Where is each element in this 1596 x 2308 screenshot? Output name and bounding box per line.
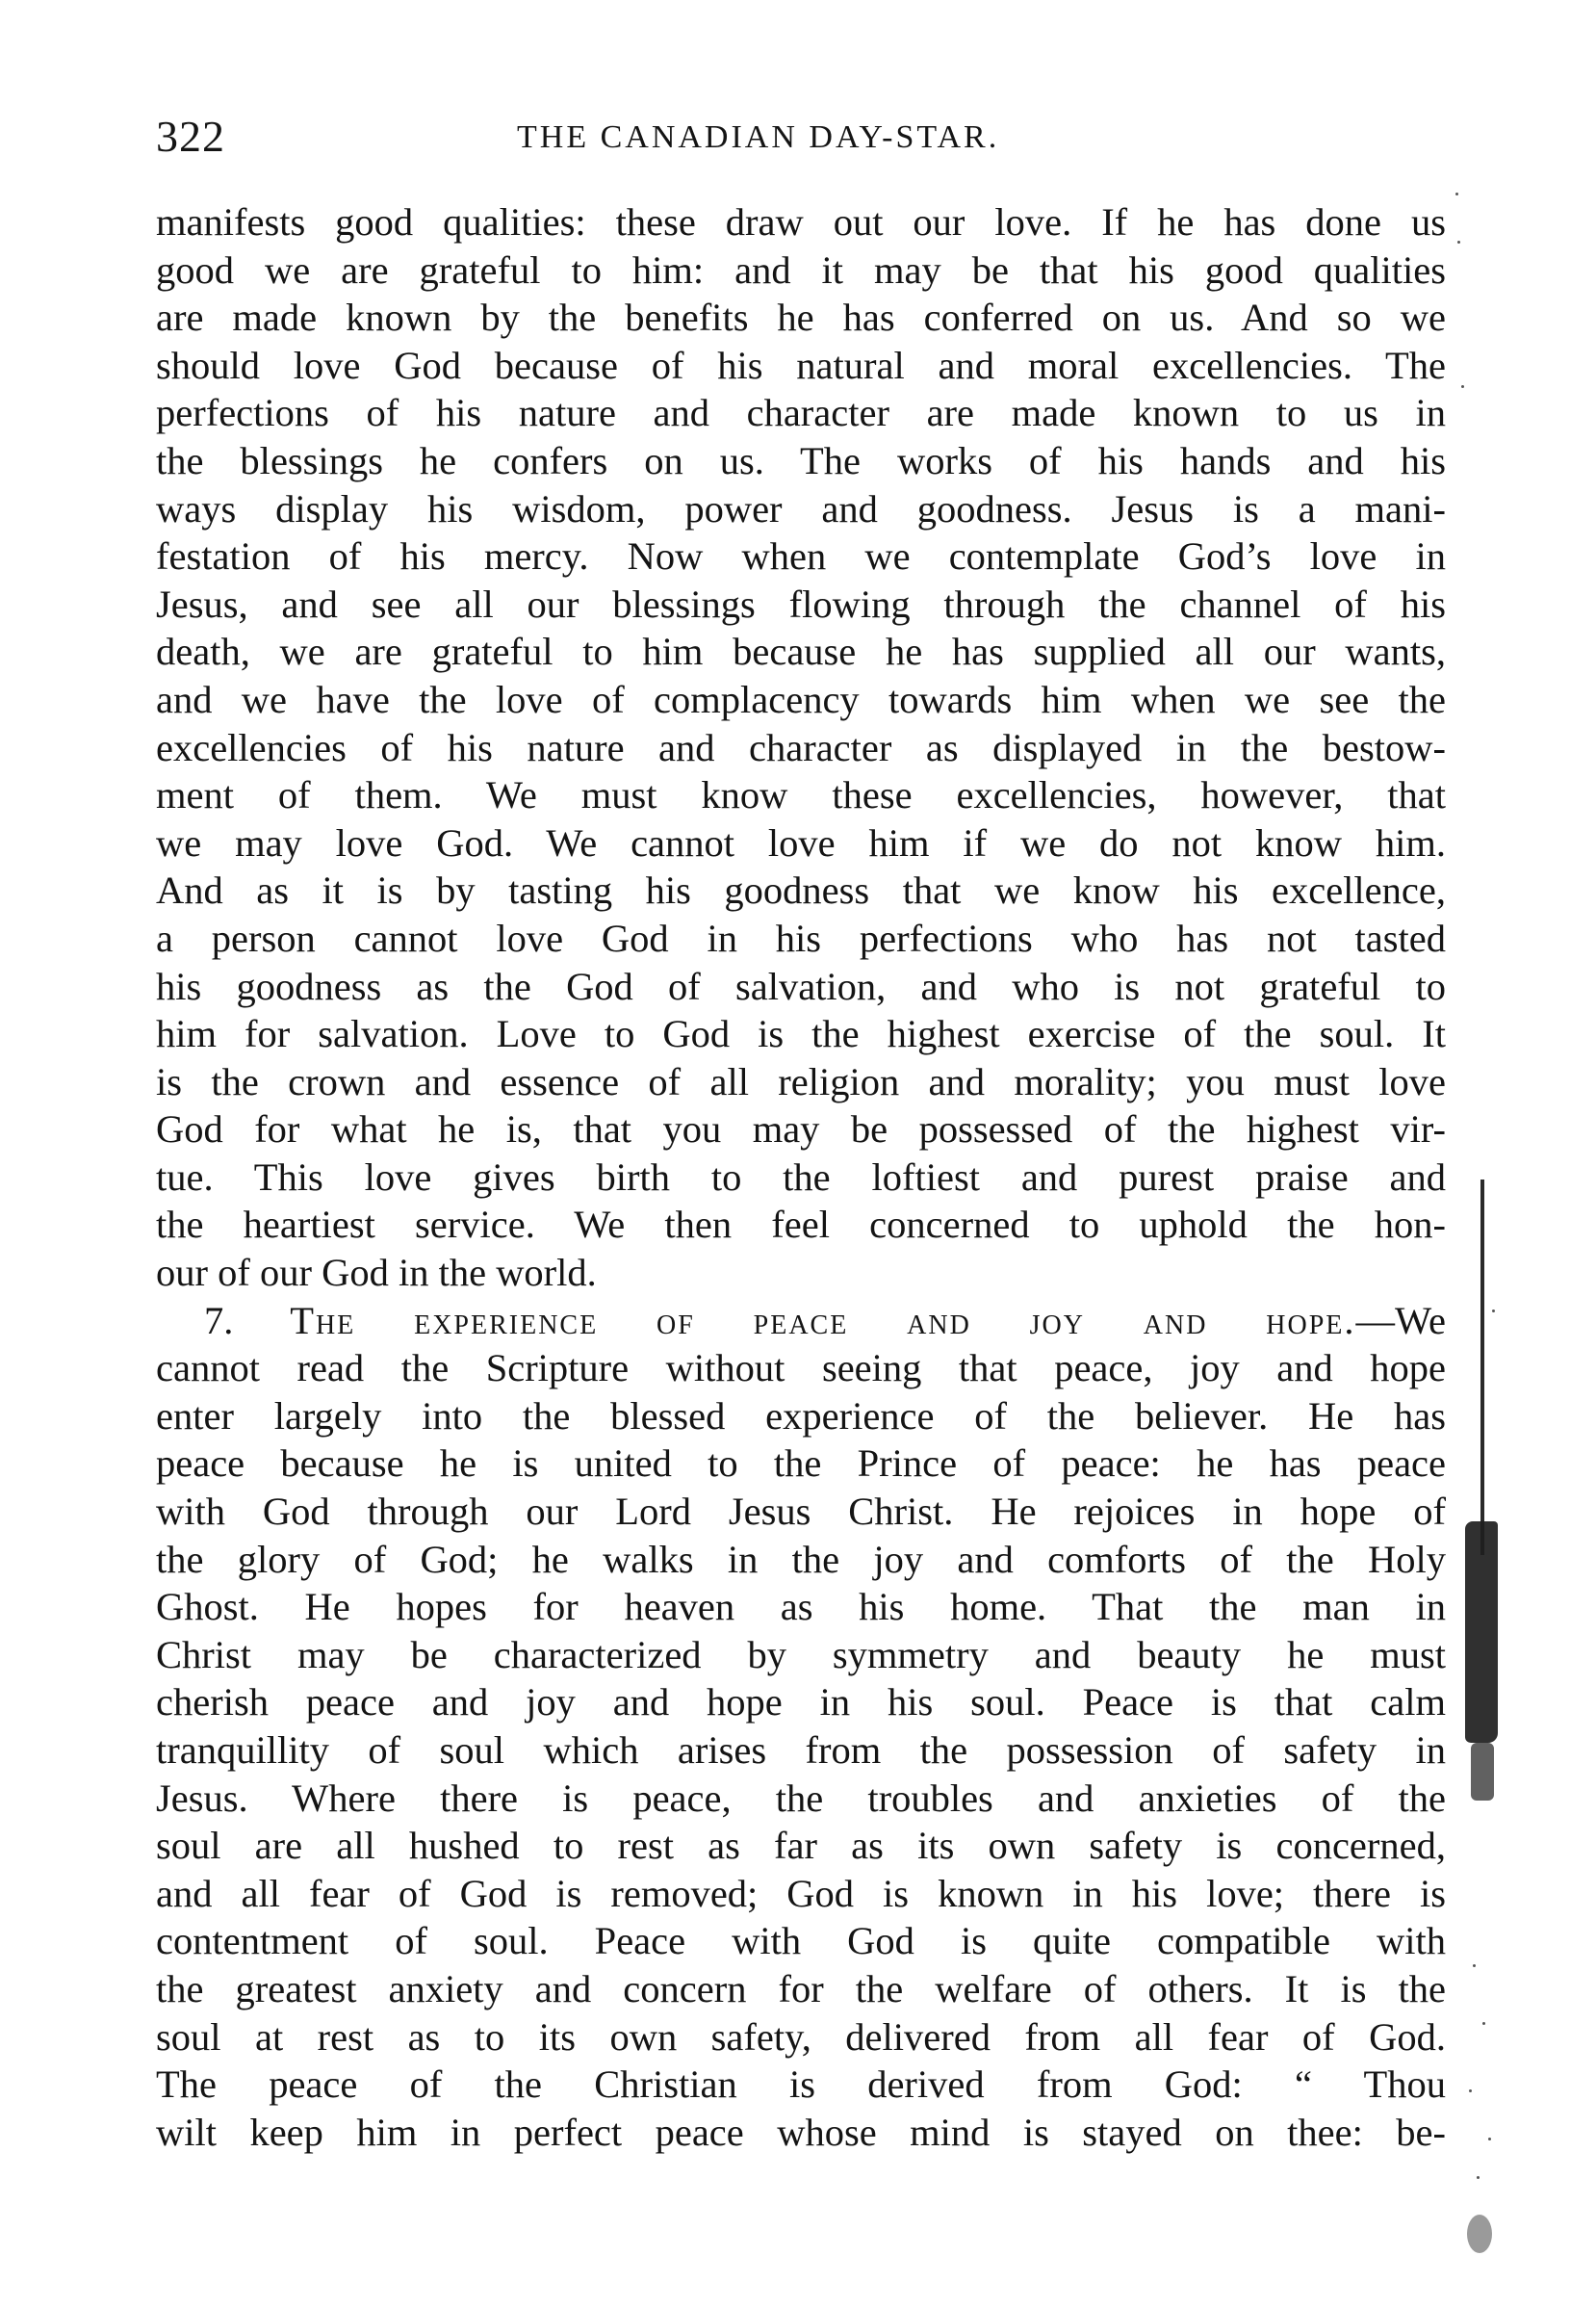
text-line: the heartiest service. We then feel concerned to uphold the hon- — [156, 1203, 1446, 1247]
text-line: festation of his mercy. Now when we contemplate God’s love in — [156, 534, 1446, 579]
text-line: death, we are grateful to him because he has supplied all our wants, — [156, 630, 1446, 674]
ink-blot — [1465, 1521, 1498, 1743]
text-line: we may love God. We cannot love him if we do not know him. — [156, 820, 1446, 865]
text-line: the glory of God; he walks in the joy and comforts of the Holy — [156, 1537, 1446, 1581]
text-line: contentment of soul. Peace with God is quite compatible with — [156, 1919, 1446, 1963]
text-line: ment of them. We must know these excellencies, however, that — [156, 773, 1446, 817]
page-number: 322 — [156, 112, 225, 161]
text-line: peace because he is united to the Prince of peace: he has peace — [156, 1441, 1446, 1486]
ink-blot — [1467, 2215, 1492, 2253]
scan-speck — [1455, 193, 1458, 195]
scan-speck — [1488, 2138, 1491, 2140]
running-title: THE CANADIAN DAY-STAR. — [517, 119, 1000, 155]
text-line: with God through our Lord Jesus Christ. He rejoices in hope of — [156, 1490, 1446, 1534]
text-line: the greatest anxiety and concern for the welfare of others. It is the — [156, 1966, 1446, 2010]
text-line: And as it is by tasting his goodness that we know his excellence, — [156, 869, 1446, 913]
text-line: soul are all hushed to rest as far as its own safety is concerned, — [156, 1824, 1446, 1868]
text-line: tue. This love gives birth to the loftiest and purest praise and — [156, 1154, 1446, 1199]
text-line: cherish peace and joy and hope in his soul. Peace is that calm — [156, 1680, 1446, 1725]
text-line: manifests good qualities: these draw out our love. If he has done us — [156, 200, 1446, 244]
text-line: him for salvation. Love to God is the highest exercise of the soul. It — [156, 1012, 1446, 1056]
scan-speck — [1461, 385, 1464, 388]
text-line: Ghost. He hopes for heaven as his home. That the man in — [156, 1585, 1446, 1629]
text-line: are made known by the benefits he has conferred on us. And so we — [156, 296, 1446, 340]
text-line: his goodness as the God of salvation, and who is not grateful to — [156, 964, 1446, 1008]
text-line: ways display his wisdom, power and goodness. Jesus is a mani- — [156, 486, 1446, 531]
section-heading-continuation: —We — [1355, 1298, 1446, 1342]
text-line: enter largely into the blessed experience of the believer. He has — [156, 1393, 1446, 1438]
scan-speck — [1457, 241, 1460, 244]
text-line: the blessings he confers on us. The works of his hands and his — [156, 438, 1446, 482]
text-line: Christ may be characterized by symmetry and beauty he must — [156, 1632, 1446, 1676]
text-line: good we are grateful to him: and it may be that his good qualities — [156, 247, 1446, 292]
scan-speck — [1492, 1310, 1495, 1312]
scan-speck — [1477, 2176, 1480, 2179]
text-line: is the crown and essence of all religion and morality; you must love — [156, 1059, 1446, 1103]
text-line: cannot read the Scripture without seeing that peace, joy and hope — [156, 1346, 1446, 1390]
text-line: tranquillity of soul which arises from the possession of safety in — [156, 1728, 1446, 1772]
text-line: our of our God in the world. — [156, 1251, 597, 1295]
text-line: a person cannot love God in his perfections who has not tasted — [156, 916, 1446, 960]
text-line: perfections of his nature and character are made known to us in — [156, 391, 1446, 435]
body-text — [156, 198, 1446, 2156]
text-line: wilt keep him in perfect peace whose mind is stayed on thee: be- — [156, 2110, 1446, 2154]
text-line: Jesus, and see all our blessings flowing through the channel of his — [156, 582, 1446, 626]
scan-speck — [1469, 2089, 1472, 2092]
scan-speck — [1482, 2022, 1485, 2025]
text-line: The peace of the Christian is derived from God: “ Thou — [156, 2062, 1446, 2107]
text-line: Jesus. Where there is peace, the troubles and anxieties of the — [156, 1776, 1446, 1820]
margin-rule — [1480, 1180, 1484, 1555]
text-line: and we have the love of complacency towards him when we see the — [156, 677, 1446, 721]
section-number: 7. — [204, 1298, 234, 1342]
text-line: soul at rest as to its own safety, delivered from all fear of God. — [156, 2014, 1446, 2059]
text-line: God for what he is, that you may be possessed of the highest vir- — [156, 1107, 1446, 1152]
ink-blot — [1471, 1743, 1494, 1801]
section-heading-line — [156, 1297, 1446, 1345]
scan-speck — [1473, 1964, 1476, 1967]
scan-margin-artifacts — [1463, 173, 1569, 2292]
text-line: and all fear of God is removed; God is known in his love; there is — [156, 1871, 1446, 1915]
section-heading: The experience of peace and joy and hope. — [290, 1298, 1356, 1342]
running-head — [156, 108, 1446, 166]
text-line: should love God because of his natural and moral excellencies. The — [156, 343, 1446, 387]
text-line: excellencies of his nature and character as displayed in the bestow- — [156, 725, 1446, 769]
